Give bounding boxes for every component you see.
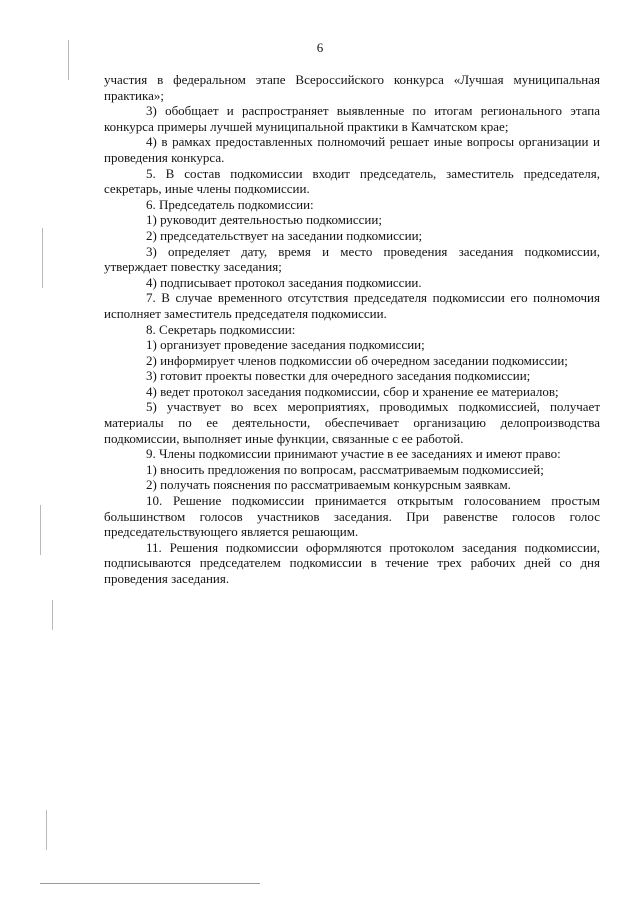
list-item-6-4: 4) подписывает протокол заседания подкомиссии. bbox=[146, 274, 422, 290]
list-item-8-3: 3) готовит проекты повестки для очередного заседания подкомиссии; bbox=[146, 368, 531, 384]
paragraph-3-generalizes: 3) обобщает и распространяет выявленные по итогам регионального этапа конкурса примеры лучшей муниципальной практики в Камчатском крае; bbox=[104, 103, 600, 134]
list-item-9-2: 2) получать пояснения по рассматриваемым конкурсным заявкам. bbox=[146, 477, 511, 493]
list-item-8-5: 5) участвует во всех мероприятиях, проводимых подкомиссией, получает материалы по ее деятельности, обеспечивает организацию делопроизводства подкомиссии, выполняет иные функции, связанные с ее работой. bbox=[104, 399, 600, 446]
list-item-9-1: 1) вносить предложения по вопросам, рассматриваемым подкомиссией; bbox=[146, 461, 544, 477]
list-item-8-2: 2) информирует членов подкомиссии об очередном заседании подкомиссии; bbox=[146, 352, 568, 368]
document-body bbox=[104, 72, 600, 587]
list-item-8-1: 1) организует проведение заседания подкомиссии; bbox=[146, 337, 425, 353]
scan-mark bbox=[46, 810, 47, 850]
paragraph-continuation: участия в федеральном этапе Всероссийского конкурса «Лучшая муниципальная практика»; bbox=[104, 72, 600, 103]
scan-mark bbox=[68, 40, 69, 80]
paragraph-7-absence: 7. В случае временного отсутствия председателя подкомиссии его полномочия исполняет заместитель председателя подкомиссии. bbox=[104, 290, 600, 321]
paragraph-9-members: 9. Члены подкомиссии принимают участие в ее заседаниях и имеют право: bbox=[146, 446, 561, 462]
paragraph-8-secretary: 8. Секретарь подкомиссии: bbox=[146, 321, 296, 337]
list-item-6-2: 2) председательствует на заседании подкомиссии; bbox=[146, 227, 423, 243]
scan-mark bbox=[52, 600, 53, 630]
list-item-8-4: 4) ведет протокол заседания подкомиссии, сбор и хранение ее материалов; bbox=[146, 383, 559, 399]
scan-mark bbox=[42, 228, 43, 288]
paragraph-6-chairman: 6. Председатель подкомиссии: bbox=[146, 196, 314, 212]
paragraph-5-composition: 5. В состав подкомиссии входит председатель, заместитель председателя, секретарь, иные члены подкомиссии. bbox=[104, 165, 600, 197]
scan-mark bbox=[40, 505, 41, 555]
page-number: 6 bbox=[316, 40, 324, 55]
paragraph-11-protocol: 11. Решения подкомиссии оформляются протоколом заседания подкомиссии, подписываются председателем подкомиссии в течение трех рабочих дней со дня проведения заседания. bbox=[104, 539, 600, 586]
paragraph-10-decision: 10. Решение подкомиссии принимается открытым голосованием простым большинством голосов участников заседания. При равенстве голосов голос председательствующего является решающим. bbox=[104, 493, 600, 540]
list-item-6-1: 1) руководит деятельностью подкомиссии; bbox=[146, 212, 382, 228]
bottom-rule bbox=[40, 883, 260, 884]
paragraph-4-other-questions: 4) в рамках предоставленных полномочий решает иные вопросы организации и проведения конкурса. bbox=[104, 134, 600, 165]
list-item-6-3: 3) определяет дату, время и место проведения заседания подкомиссии, утверждает повестку заседания; bbox=[104, 243, 600, 275]
